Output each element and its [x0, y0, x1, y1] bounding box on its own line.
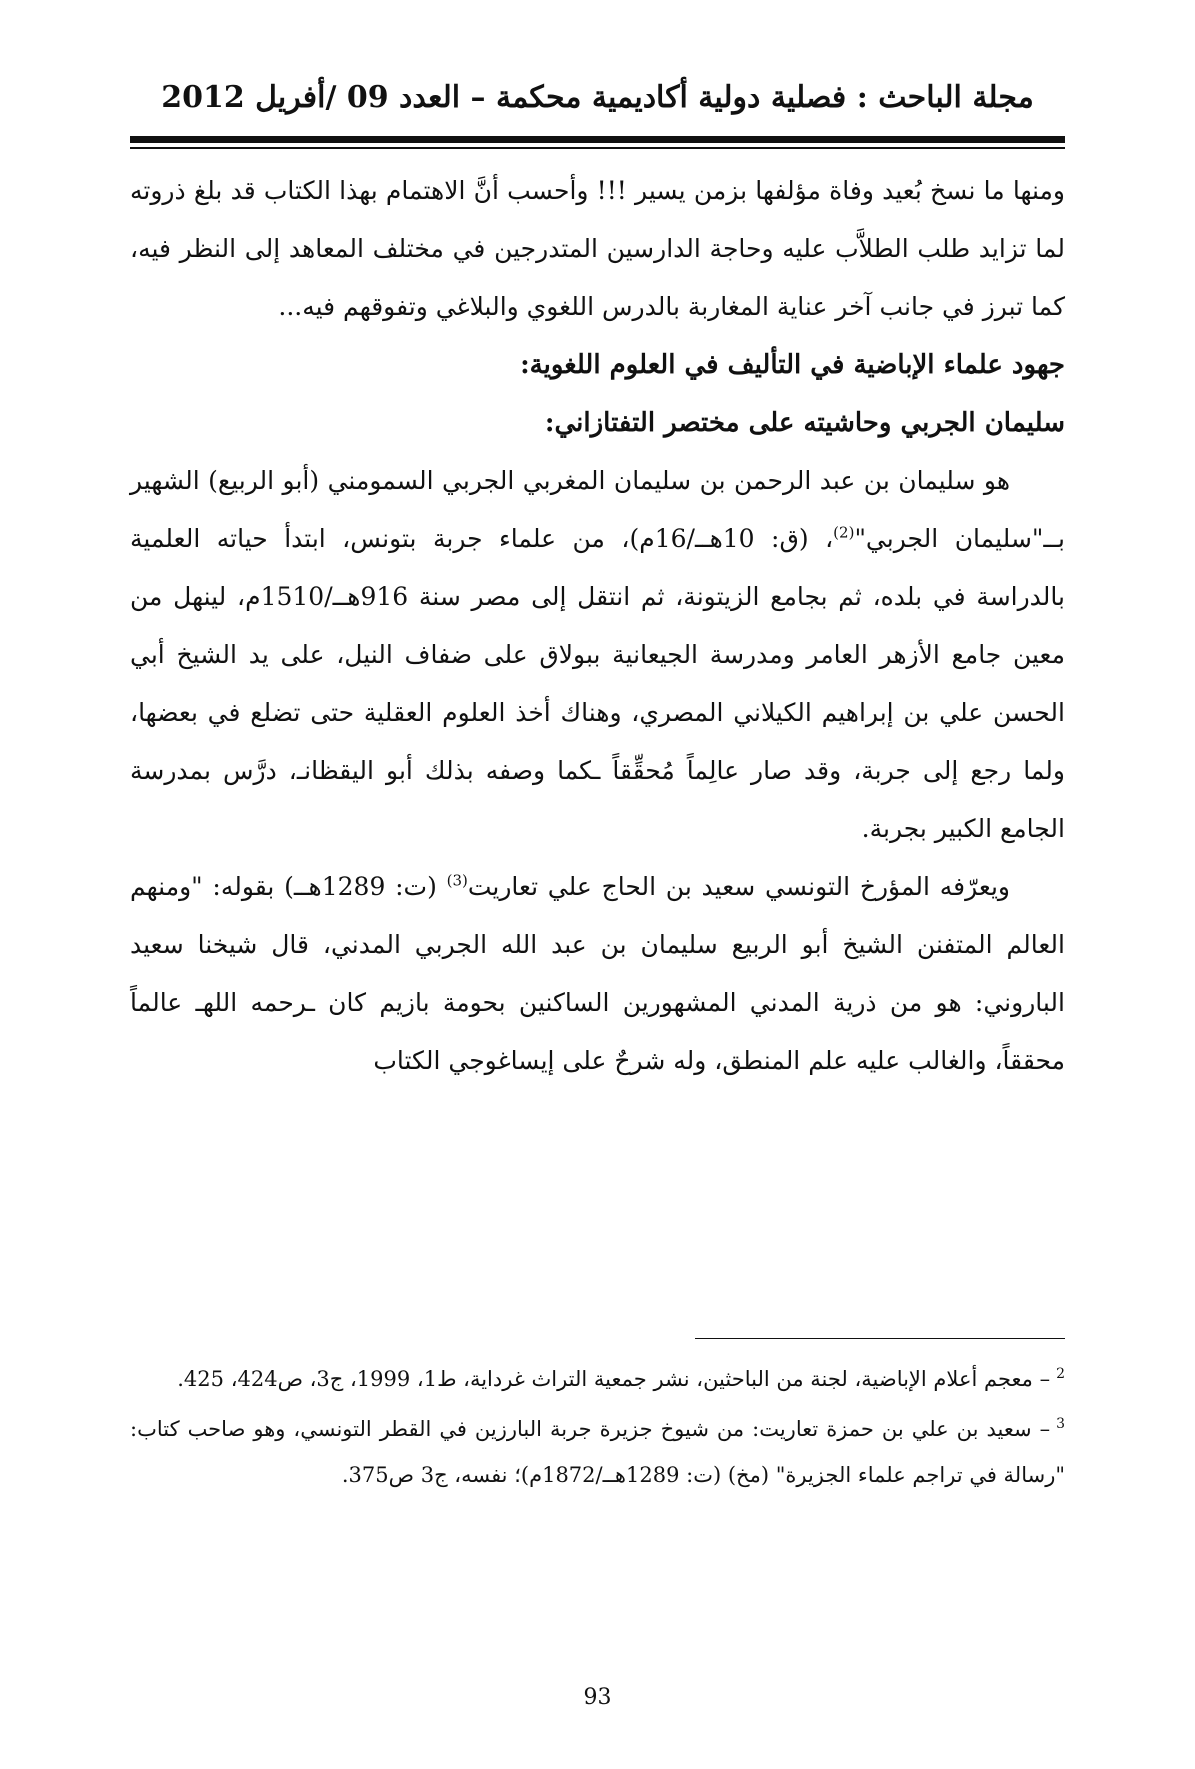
- page-number: 93: [583, 1685, 612, 1710]
- paragraph-2-part-b: ، (ق: 10هــ/16م)، من علماء جربة بتونس، ابتدأ حياته العلمية بالدراسة في بلده، ثم بجامع الزيتونة، ثم انتقل إلى مصر سنة 916هــ/1510م، لينهل من معين جامع الأزهر العامر ومدرسة الجيعانية ببولاق على ضفاف النيل، على يد الشيخ أبي الحسن علي بن إبراهيم الكيلاني المصري، وهناك أخذ العلوم العقلية حتى تضلع في بعضها، ولما رجع إلى جربة، وقد صار عالِماً مُحقِّقاً ـكما وصفه بذلك أبو اليقظانـ، درَّس بمدرسة الجامع الكبير بجربة.: [130, 524, 1065, 843]
- footnotes: [130, 1356, 1065, 1502]
- paragraph-3-part-b: (ت: 1289هــ) بقوله: "ومنهم العالم المتفنن الشيخ أبو الربيع سليمان بن عبد الله الجربي المدني، قال شيخنا سعيد الباروني: هو من ذرية المدني المشهورين الساكنين بحومة بازيم كان ـرحمه اللهـ عالماً محققاً، والغالب عليه علم المنطق، وله شرحٌ على إيساغوجي الكتاب: [130, 872, 1065, 1075]
- footnote-ref-2[interactable]: (2): [833, 523, 855, 542]
- paragraph-3: [130, 858, 1065, 1090]
- section-heading-1: جهود علماء الإباضية في التأليف في العلوم اللغوية:: [520, 350, 1065, 380]
- paragraph-2-part-a: هو سليمان بن عبد الرحمن بن سليمان المغربي الجربي السمومني (أبو الربيع) الشهير بــ"سليمان الجربي": [130, 466, 1065, 553]
- header-rule-thick: [130, 136, 1065, 143]
- paragraph-3-part-a: ويعرّفه المؤرخ التونسي سعيد بن الحاج علي تعاريت: [467, 872, 1010, 901]
- document-page: [130, 0, 1065, 1769]
- journal-header-title: مجلة الباحث : فصلية دولية أكاديمية محكمة – العدد 09 /أفريل 2012: [161, 80, 1034, 115]
- footnote-separator: [695, 1338, 1065, 1339]
- body-text: [130, 162, 1065, 1090]
- footnote-number: 3: [1056, 1416, 1065, 1432]
- footnote-2: [130, 1356, 1065, 1402]
- footnote-text: – سعيد بن علي بن حمزة تعاريت: من شيوخ جزيرة جربة البارزين في القطر التونسي، وهو صاحب كتاب: "رسالة في تراجم علماء الجزيرة" (مخ) (ت: 1289هــ/1872م)؛ نفسه، ج3 ص375.: [130, 1417, 1065, 1487]
- footnote-3: [130, 1406, 1065, 1498]
- paragraph-2: [130, 452, 1065, 858]
- footnote-ref-3[interactable]: (3): [446, 871, 468, 890]
- header-rule-thin: [130, 147, 1065, 149]
- section-heading-2: سليمان الجربي وحاشيته على مختصر التفتازاني:: [544, 408, 1065, 438]
- footnote-number: 2: [1056, 1366, 1065, 1382]
- paragraph-1: ومنها ما نسخ بُعيد وفاة مؤلفها بزمن يسير !!! وأحسب أنَّ الاهتمام بهذا الكتاب قد بلغ ذروته لما تزايد طلب الطلاَّب عليه وحاجة الدارسين المتدرجين في مختلف المعاهد إلى النظر فيه، كما تبرز في جانب آخر عناية المغاربة بالدرس اللغوي والبلاغي وتفوقهم فيه...: [130, 176, 1065, 321]
- footnote-text: – معجم أعلام الإباضية، لجنة من الباحثين، نشر جمعية التراث غرداية، ط1، 1999، ج3، ص424، 425.: [177, 1367, 1051, 1391]
